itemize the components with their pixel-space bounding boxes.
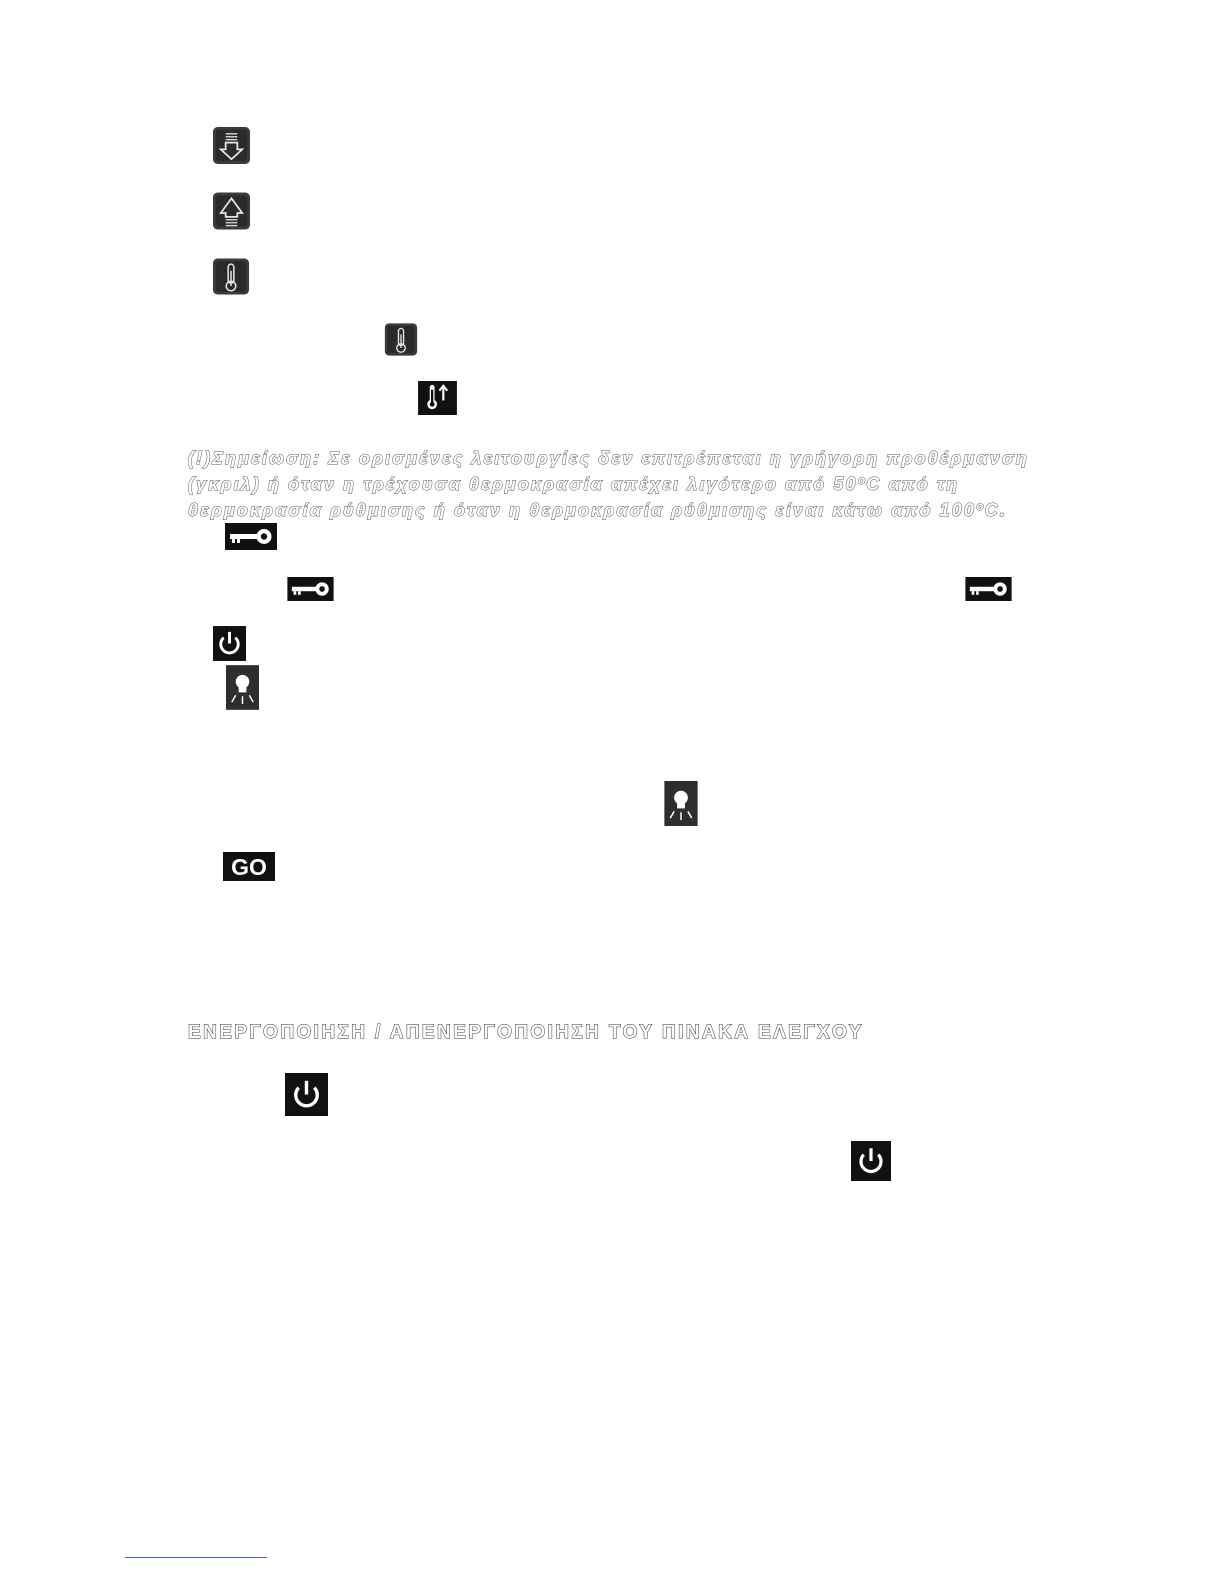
power-icon bbox=[213, 626, 246, 661]
go-icon-label: GO bbox=[231, 854, 267, 880]
footnote-separator bbox=[125, 1557, 267, 1558]
key-icon bbox=[287, 577, 334, 601]
lamp-icon bbox=[226, 665, 259, 710]
note-line: θερμοκρασία ρύθμισης ή όταν η θερμοκρασία ρύθμισης είναι κάτω από 100ºC. bbox=[188, 500, 1007, 520]
note-paragraph bbox=[188, 445, 1048, 523]
power-icon bbox=[851, 1141, 891, 1181]
arrow-down-icon bbox=[212, 126, 251, 165]
fast-preheat-icon bbox=[418, 381, 457, 415]
thermometer-icon bbox=[212, 257, 250, 296]
note-line: (!)Σημείωση: Σε ορισμένες λειτουργίες δεν επιτρέπεται η γρήγορη προθέρμανση bbox=[188, 448, 1029, 468]
power-icon bbox=[285, 1073, 328, 1116]
thermometer-icon bbox=[384, 322, 418, 357]
section-heading: ΕΝΕΡΓΟΠΟΙΗΣΗ / ΑΠΕΝΕΡΓΟΠΟΙΗΣΗ ΤΟΥ ΠΙΝΑΚΑ ΕΛΕΓΧΟΥ bbox=[188, 1022, 864, 1043]
go-icon bbox=[223, 852, 275, 881]
arrow-up-icon bbox=[212, 191, 251, 231]
note-line: (γκριλ) ή όταν η τρέχουσα θερμοκρασία απέχει λιγότερο από 50ºC από τη bbox=[188, 474, 960, 494]
lamp-icon bbox=[664, 781, 698, 826]
key-icon bbox=[225, 523, 277, 550]
key-icon bbox=[965, 577, 1012, 601]
